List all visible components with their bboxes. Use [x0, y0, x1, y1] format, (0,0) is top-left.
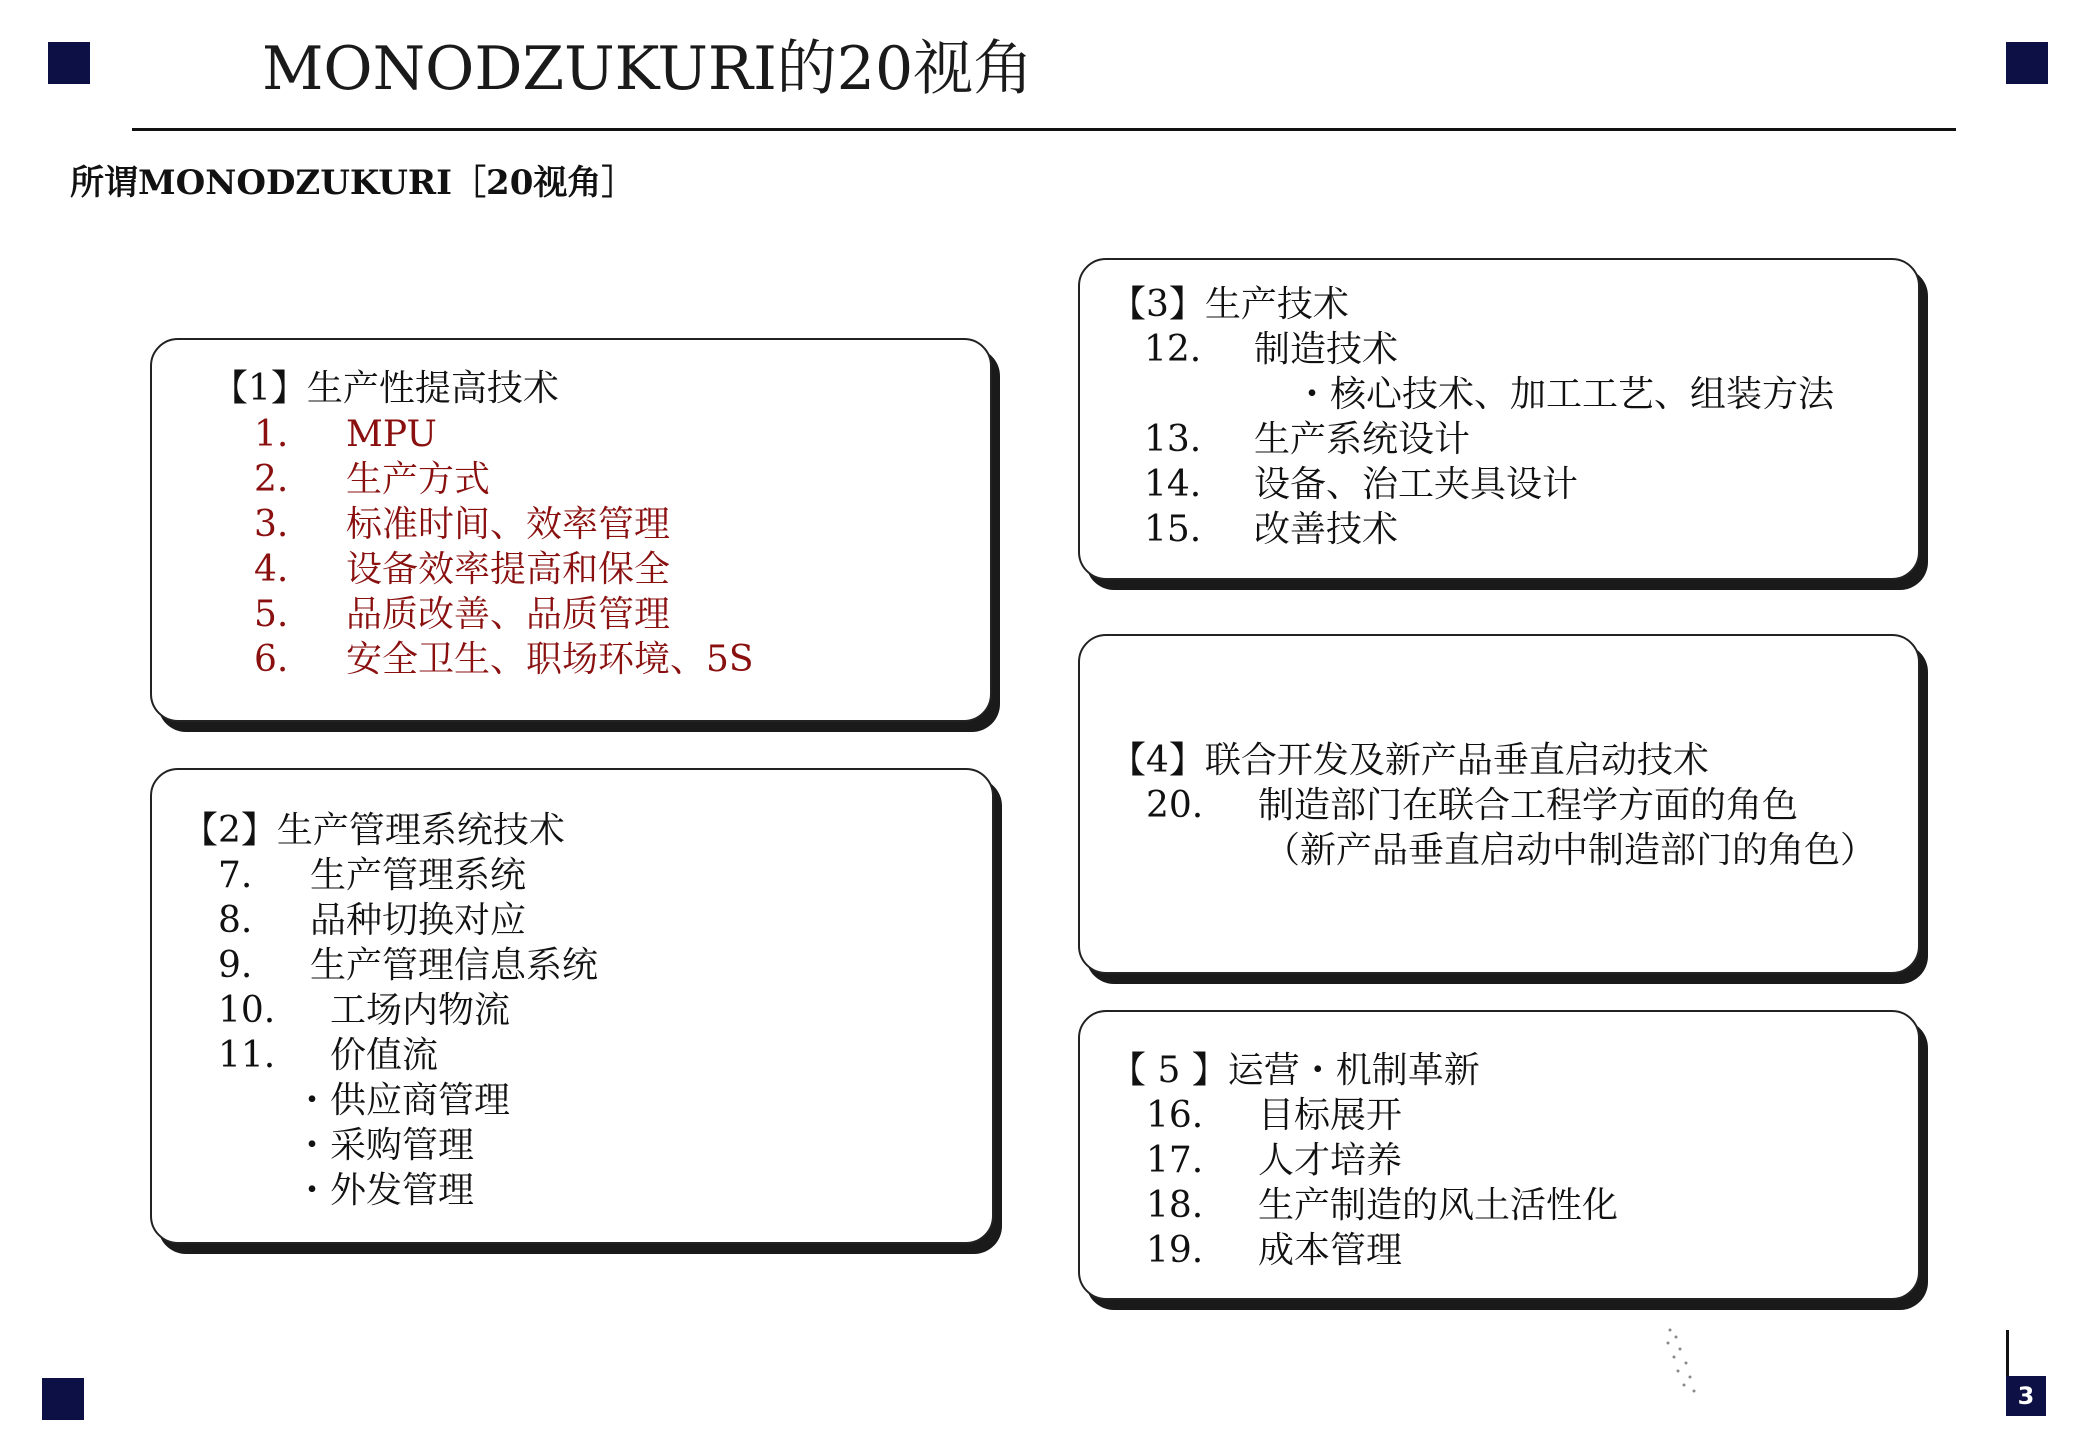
item-number: 15. — [1144, 509, 1202, 550]
section-4-heading: 【4】联合开发及新产品垂直启动技术 — [1110, 740, 1709, 781]
item-text: 设备、治工夹具设计 — [1254, 464, 1579, 505]
item-number: 5. — [254, 594, 289, 635]
item-number: 3. — [254, 504, 289, 545]
item-number: 10. — [218, 990, 276, 1031]
section-3-heading: 【3】生产技术 — [1110, 284, 1349, 325]
item-subtext: （新产品垂直启动中制造部门的角色） — [1264, 830, 1877, 871]
item-text: 制造部门在联合工程学方面的角色 — [1258, 785, 1799, 826]
page-subtitle: 所谓MONODZUKURI［20视角］ — [70, 163, 636, 203]
item-number: 2. — [254, 459, 289, 500]
item-text: 成本管理 — [1258, 1230, 1403, 1271]
item-number: 20. — [1146, 785, 1204, 826]
item-number: 7. — [218, 855, 253, 896]
item-text: 品种切换对应 — [310, 900, 527, 941]
section-box-2 — [150, 768, 994, 1244]
title-divider — [132, 128, 1956, 131]
section-1-heading: 【1】生产性提高技术 — [212, 368, 559, 409]
item-text: MPU — [346, 414, 437, 455]
item-text: 人才培养 — [1258, 1140, 1403, 1181]
item-number: 4. — [254, 549, 289, 590]
section-5-heading: 【 5 】运营・机制革新 — [1110, 1050, 1480, 1091]
item-text: 制造技术 — [1254, 329, 1399, 370]
item-text: 价值流 — [330, 1035, 439, 1076]
section-box-4 — [1078, 634, 1920, 974]
section-2-heading: 【2】生产管理系统技术 — [182, 810, 565, 851]
item-text: 生产方式 — [346, 459, 491, 500]
item-text: 标准时间、效率管理 — [346, 504, 671, 545]
corner-square-bottom-left — [42, 1378, 84, 1420]
page-title: MONODZUKURI的20视角 — [262, 34, 1034, 104]
item-text: 生产系统设计 — [1254, 419, 1471, 460]
item-number: 17. — [1146, 1140, 1204, 1181]
corner-square-top-right — [2006, 42, 2048, 84]
bullet-item: ・供应商管理 — [294, 1080, 511, 1121]
section-box-5 — [1078, 1010, 1920, 1300]
item-number: 8. — [218, 900, 253, 941]
bullet-item: ・外发管理 — [294, 1170, 475, 1211]
bullet-item: ・采购管理 — [294, 1125, 475, 1166]
item-number: 11. — [218, 1035, 276, 1076]
item-number: 13. — [1144, 419, 1202, 460]
item-text: 生产制造的风土活性化 — [1258, 1185, 1619, 1226]
item-number: 9. — [218, 945, 253, 986]
item-number: 6. — [254, 639, 289, 680]
item-text: 工场内物流 — [330, 990, 511, 1031]
corner-square-top-left — [48, 42, 90, 84]
item-text: 品质改善、品质管理 — [346, 594, 671, 635]
item-text: 改善技术 — [1254, 509, 1399, 550]
item-text: 生产管理系统 — [310, 855, 527, 896]
section-box-3 — [1078, 258, 1920, 580]
decorative-dots — [1660, 1325, 1710, 1395]
item-subtext: ・核心技术、加工工艺、组装方法 — [1294, 374, 1835, 415]
item-number: 14. — [1144, 464, 1202, 505]
section-box-1 — [150, 338, 992, 722]
page-number-divider — [2006, 1330, 2009, 1376]
item-number: 18. — [1146, 1185, 1204, 1226]
item-text: 安全卫生、职场环境、5S — [346, 639, 754, 680]
item-text: 目标展开 — [1258, 1095, 1403, 1136]
item-text: 设备效率提高和保全 — [346, 549, 671, 590]
item-number: 16. — [1146, 1095, 1204, 1136]
item-number: 1. — [254, 414, 289, 455]
item-text: 生产管理信息系统 — [310, 945, 599, 986]
item-number: 12. — [1144, 329, 1202, 370]
item-number: 19. — [1146, 1230, 1204, 1271]
page-number: 3 — [2006, 1376, 2046, 1416]
